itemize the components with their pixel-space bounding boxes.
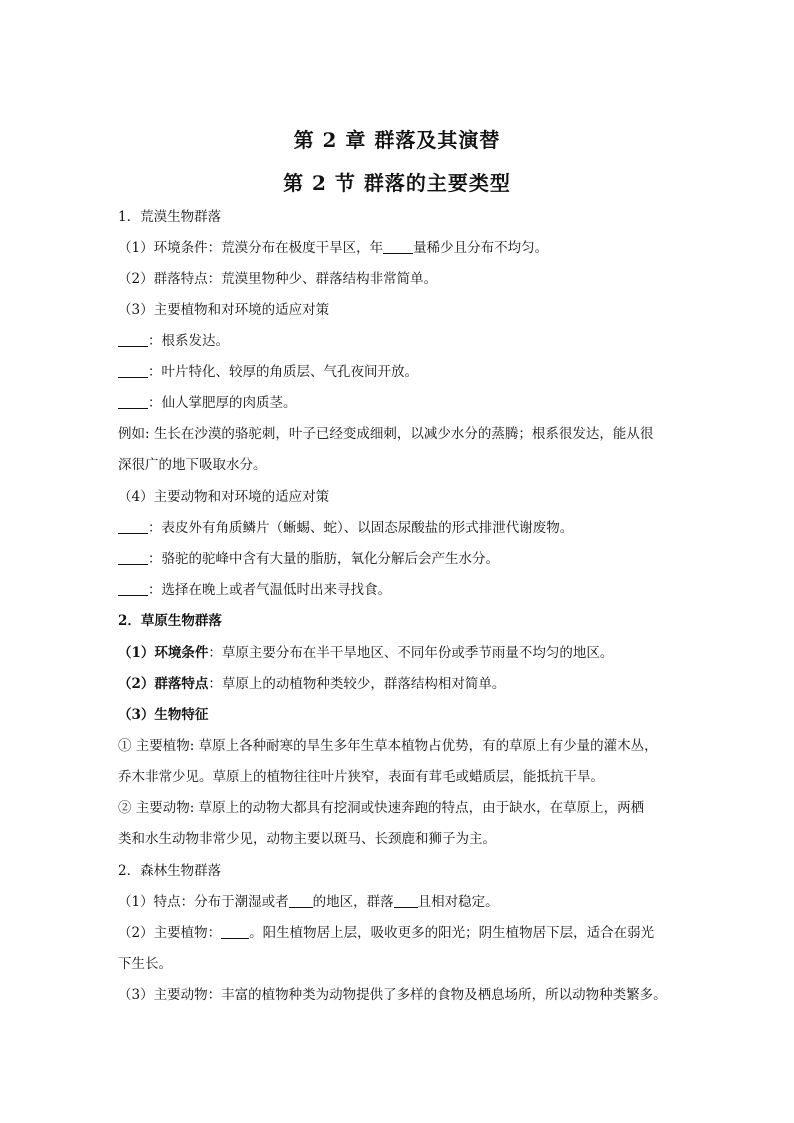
grassland-features-text: ：草原上的动植物种类较少，群落结构相对简单。 bbox=[208, 676, 506, 692]
desert-example-line-2: 深很广的地下吸取水分。 bbox=[118, 457, 267, 473]
grassland-features bbox=[118, 675, 688, 693]
blank bbox=[118, 363, 148, 378]
desert-animal-text: ：表皮外有角质鳞片（蜥蜴、蛇）、以固态尿酸盐的形式排泄代谢废物。 bbox=[148, 520, 574, 536]
blank bbox=[289, 893, 313, 908]
desert-animal-item bbox=[118, 550, 688, 568]
forest-plants bbox=[118, 924, 688, 942]
forest-plants-text-pre: （2）主要植物： bbox=[118, 925, 222, 941]
desert-plant-item bbox=[118, 363, 688, 381]
forest-feat-text-post: 且相对稳定。 bbox=[417, 894, 499, 910]
forest-features bbox=[118, 893, 688, 911]
desert-animal-text: ：骆驼的驼峰中含有大量的脂肪，氧化分解后会产生水分。 bbox=[148, 551, 499, 567]
blank bbox=[118, 332, 148, 347]
desert-animal-item bbox=[118, 519, 688, 537]
blank bbox=[383, 239, 413, 254]
desert-animal-text: ：选择在晚上或者气温低时出来寻找食。 bbox=[148, 582, 391, 598]
desert-env-text-pre: （1）环境条件：荒漠分布在极度干旱区，年 bbox=[118, 240, 384, 256]
desert-plant-text: ：根系发达。 bbox=[148, 333, 229, 349]
blank bbox=[118, 519, 148, 534]
grassland-env-label: （1）环境条件 bbox=[118, 645, 209, 661]
grassland-features-label: （2）群落特点 bbox=[118, 676, 209, 692]
desert-plant-text: ：叶片特化、较厚的角质层、气孔夜间开放。 bbox=[148, 364, 418, 380]
forest-heading: 2．森林生物群落 bbox=[118, 863, 222, 879]
desert-plants-heading: （3）主要植物和对环境的适应对策 bbox=[118, 302, 330, 318]
forest-feat-text-pre: （1）特点：分布于潮湿或者 bbox=[118, 894, 289, 910]
grassland-env-text: ：草原主要分布在半干旱地区、不同年份或季节雨量不均匀的地区。 bbox=[208, 645, 614, 661]
grassland-plants-line-1: ① 主要植物: 草原上各种耐寒的旱生多年生草本植物占优势，有的草原上有少量的灌木丛， bbox=[118, 738, 658, 754]
desert-features: （2）群落特点：荒漠里物种少、群落结构非常简单。 bbox=[118, 271, 438, 287]
desert-heading: 1．荒漠生物群落 bbox=[118, 209, 222, 225]
blank bbox=[118, 550, 148, 565]
grassland-animals-line-2: 类和水生动物非常少见，动物主要以斑马、长颈鹿和狮子为主。 bbox=[118, 831, 496, 847]
blank bbox=[221, 924, 249, 939]
desert-environment bbox=[118, 239, 688, 257]
chapter-title: 第 2 章 群落及其演替 bbox=[293, 128, 501, 152]
grassland-environment bbox=[118, 644, 688, 662]
grassland-animals-line-1: ② 主要动物: 草原上的动物大都具有挖洞或快速奔跑的特点，由于缺水，在草原上，两栖 bbox=[118, 800, 645, 816]
desert-plant-item bbox=[118, 394, 688, 412]
forest-plants-text-post: 。阳生植物居上层，吸收更多的阳光；阴生植物居下层，适合在弱光 bbox=[249, 925, 655, 941]
grassland-heading: 2．草原生物群落 bbox=[118, 613, 222, 629]
desert-animal-item bbox=[118, 581, 688, 599]
desert-example-line-1: 例如: 生长在沙漠的骆驼刺，叶子已经变成细刺，以减少水分的蒸腾；根系很发达，能从很 bbox=[118, 426, 654, 442]
desert-plant-item bbox=[118, 332, 688, 350]
blank bbox=[394, 893, 418, 908]
blank bbox=[118, 581, 148, 596]
forest-feat-text-mid: 的地区，群落 bbox=[312, 894, 394, 910]
grassland-bio-heading: （3）生物特征 bbox=[118, 707, 209, 723]
forest-plants-line-2: 下生长。 bbox=[118, 956, 172, 972]
blank bbox=[118, 394, 148, 409]
forest-animals: （3）主要动物：丰富的植物种类为动物提供了多样的食物及栖息场所，所以动物种类繁多。 bbox=[118, 987, 667, 1003]
desert-animals-heading: （4）主要动物和对环境的适应对策 bbox=[118, 489, 330, 505]
section-title: 第 2 节 群落的主要类型 bbox=[283, 171, 511, 195]
desert-env-text-post: 量稀少且分布不均匀。 bbox=[413, 240, 549, 256]
desert-plant-text: ：仙人掌肥厚的肉质茎。 bbox=[148, 395, 297, 411]
grassland-plants-line-2: 乔木非常少见。草原上的植物往往叶片狭窄，表面有茸毛或蜡质层，能抵抗干旱。 bbox=[118, 769, 604, 785]
